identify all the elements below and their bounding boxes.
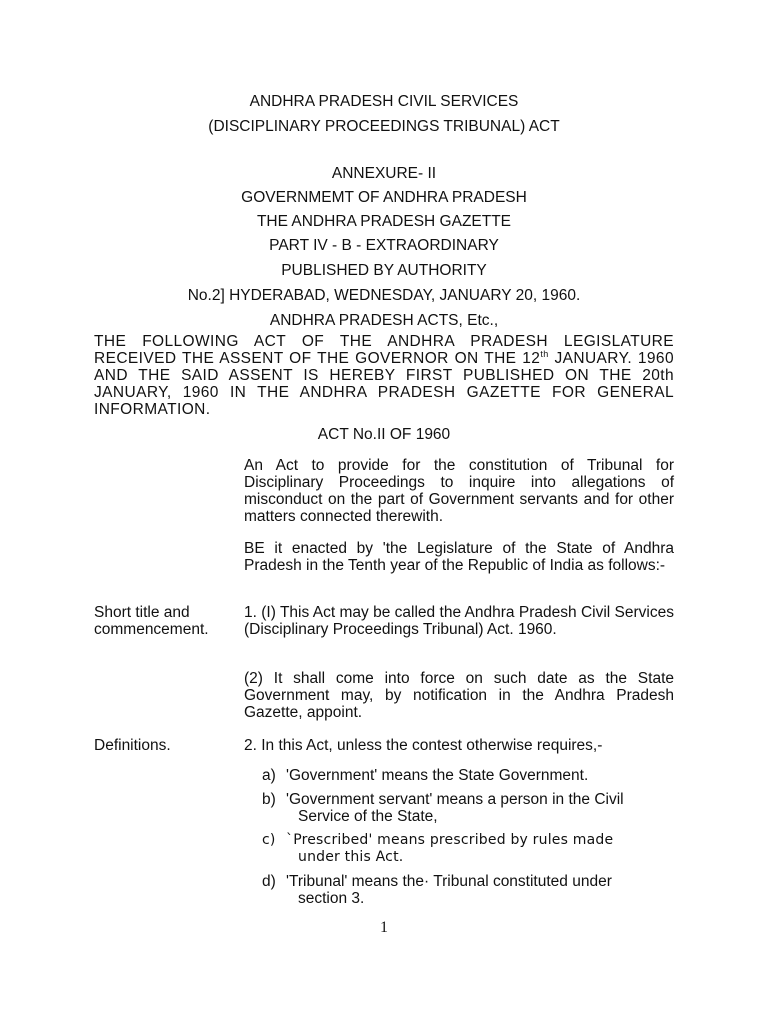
preamble-paragraph: An Act to provide for the constitution of Tribunal for Disciplinary Proceedings to inquire into allegations of misconduct on the part of Government servants and for other matters connected therewith. [244,457,674,525]
definition-item-d: d) 'Tribunal' means the· Tribunal constituted under section 3. [262,873,612,907]
issue-line: No.2] HYDERABAD, WEDNESDAY, JANUARY 20, 1960. [187,287,581,304]
definition-item-b: b) 'Government servant' means a person in the Civil Service of the State, [262,791,624,825]
section-2-side-note: Definitions. [94,737,171,754]
government-heading: GOVERNMEMT OF ANDHRA PRADESH [241,189,527,206]
page-number: 1 [380,919,388,936]
published-heading: PUBLISHED BY AUTHORITY [281,262,487,279]
title-line-1: ANDHRA PRADESH CIVIL SERVICES [249,93,519,110]
section-1-1-text: 1. (I) This Act may be called the Andhra Pradesh Civil Services (Disciplinary Proceedings Tribunal) Act. 1960. [244,604,674,638]
assent-notice: THE FOLLOWING ACT OF THE ANDHRA PRADESH LEGISLATURE RECEIVED THE ASSENT OF THE GOVERNOR ON THE 12th JANUARY. 1960 AND THE SAID ASSENT IS HEREBY FIRST PUBLISHED ON THE 20th JANUARY, 1960 IN THE ANDHRA PRADESH GAZETTE FOR GENERAL INFORMATION. [94,333,674,418]
annexure-heading: ANNEXURE- II [331,165,437,182]
acts-heading: ANDHRA PRADESH ACTS, Etc., [269,312,499,329]
part-heading: PART IV - B - EXTRAORDINARY [269,237,499,254]
gazette-heading: THE ANDHRA PRADESH GAZETTE [256,213,512,230]
definition-item-c: c) `Prescribed' means prescribed by rules made under this Act. [262,832,614,865]
definition-item-a: a) 'Government' means the State Government. [262,767,589,784]
superscript-th: th [540,348,549,359]
section-1-side-note: Short title and commencement. [94,604,209,638]
title-line-2: (DISCIPLINARY PROCEEDINGS TRIBUNAL) ACT [208,118,560,135]
act-number: ACT No.II OF 1960 [317,426,451,443]
enactment-paragraph: BE it enacted by 'the Legislature of the State of Andhra Pradesh in the Tenth year of the Republic of India as follows:- [244,540,674,574]
section-2-text: 2. In this Act, unless the contest otherwise requires,- [244,737,603,754]
section-1-2-text: (2) It shall come into force on such date as the State Government may, by notification in the Andhra Pradesh Gazette, appoint. [244,670,674,721]
